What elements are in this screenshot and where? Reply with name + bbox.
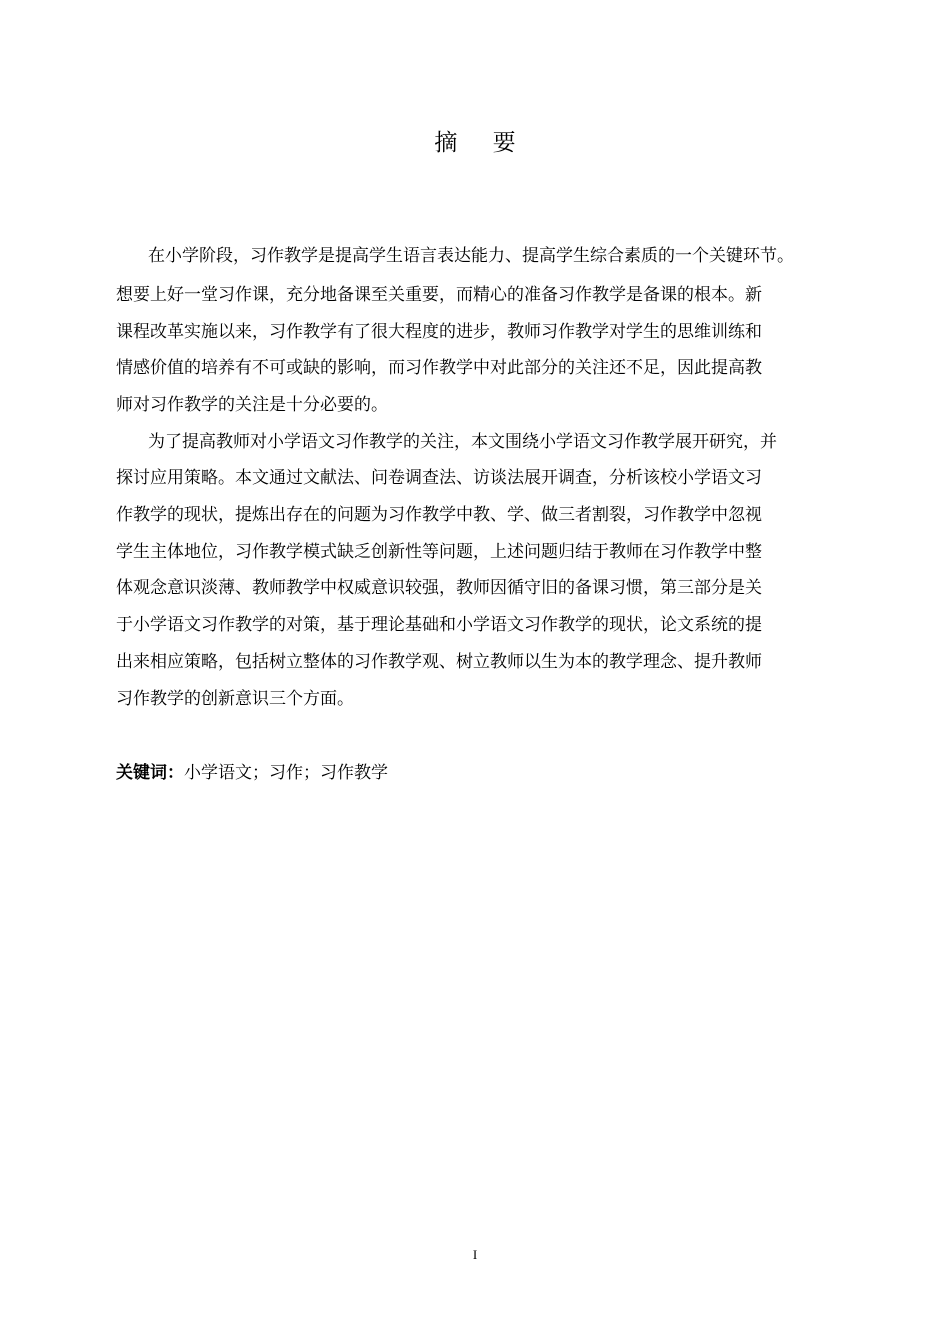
paragraph2-line-2: 探讨应用策略。本文通过文献法、问卷调查法、访谈法展开调查，分析该校小学语文习	[116, 468, 762, 488]
paragraph2-line-6: 于小学语文习作教学的对策，基于理论基础和小学语文习作教学的现状，论文系统的提	[116, 615, 762, 635]
abstract-title: 摘 要	[434, 130, 530, 156]
paragraph1-line-5: 师对习作教学的关注是十分必要的。	[116, 395, 388, 415]
paragraph1-line-1: 在小学阶段，习作教学是提高学生语言表达能力、提高学生综合素质的一个关键环节。	[148, 246, 794, 266]
paragraph2-line-3: 作教学的现状，提炼出存在的问题为习作教学中教、学、做三者割裂，习作教学中忽视	[116, 505, 762, 525]
paragraph1-line-2: 想要上好一堂习作课，充分地备课至关重要，而精心的准备习作教学是备课的根本。新	[116, 285, 762, 305]
paragraph2-line-1: 为了提高教师对小学语文习作教学的关注，本文围绕小学语文习作教学展开研究，并	[148, 432, 777, 452]
paragraph2-line-5: 体观念意识淡薄、教师教学中权威意识较强，教师因循守旧的备课习惯，第三部分是关	[116, 578, 762, 598]
paragraph2-line-8: 习作教学的创新意识三个方面。	[116, 689, 354, 709]
paragraph2-line-4: 学生主体地位，习作教学模式缺乏创新性等问题，上述问题归结于教师在习作教学中整	[116, 542, 762, 562]
keywords-text: 小学语文；习作；习作教学	[184, 763, 388, 783]
paragraph1-line-3: 课程改革实施以来，习作教学有了很大程度的进步，教师习作教学对学生的思维训练和	[116, 322, 762, 342]
page-number: I	[472, 1247, 478, 1262]
keywords-label: 关键词：	[116, 763, 184, 783]
paragraph1-line-4: 情感价值的培养有不可或缺的影响，而习作教学中对此部分的关注还不足，因此提高教	[116, 358, 762, 378]
keywords-line	[116, 762, 388, 784]
paragraph2-line-7: 出来相应策略，包括树立整体的习作教学观、树立教师以生为本的教学理念、提升教师	[116, 652, 762, 672]
